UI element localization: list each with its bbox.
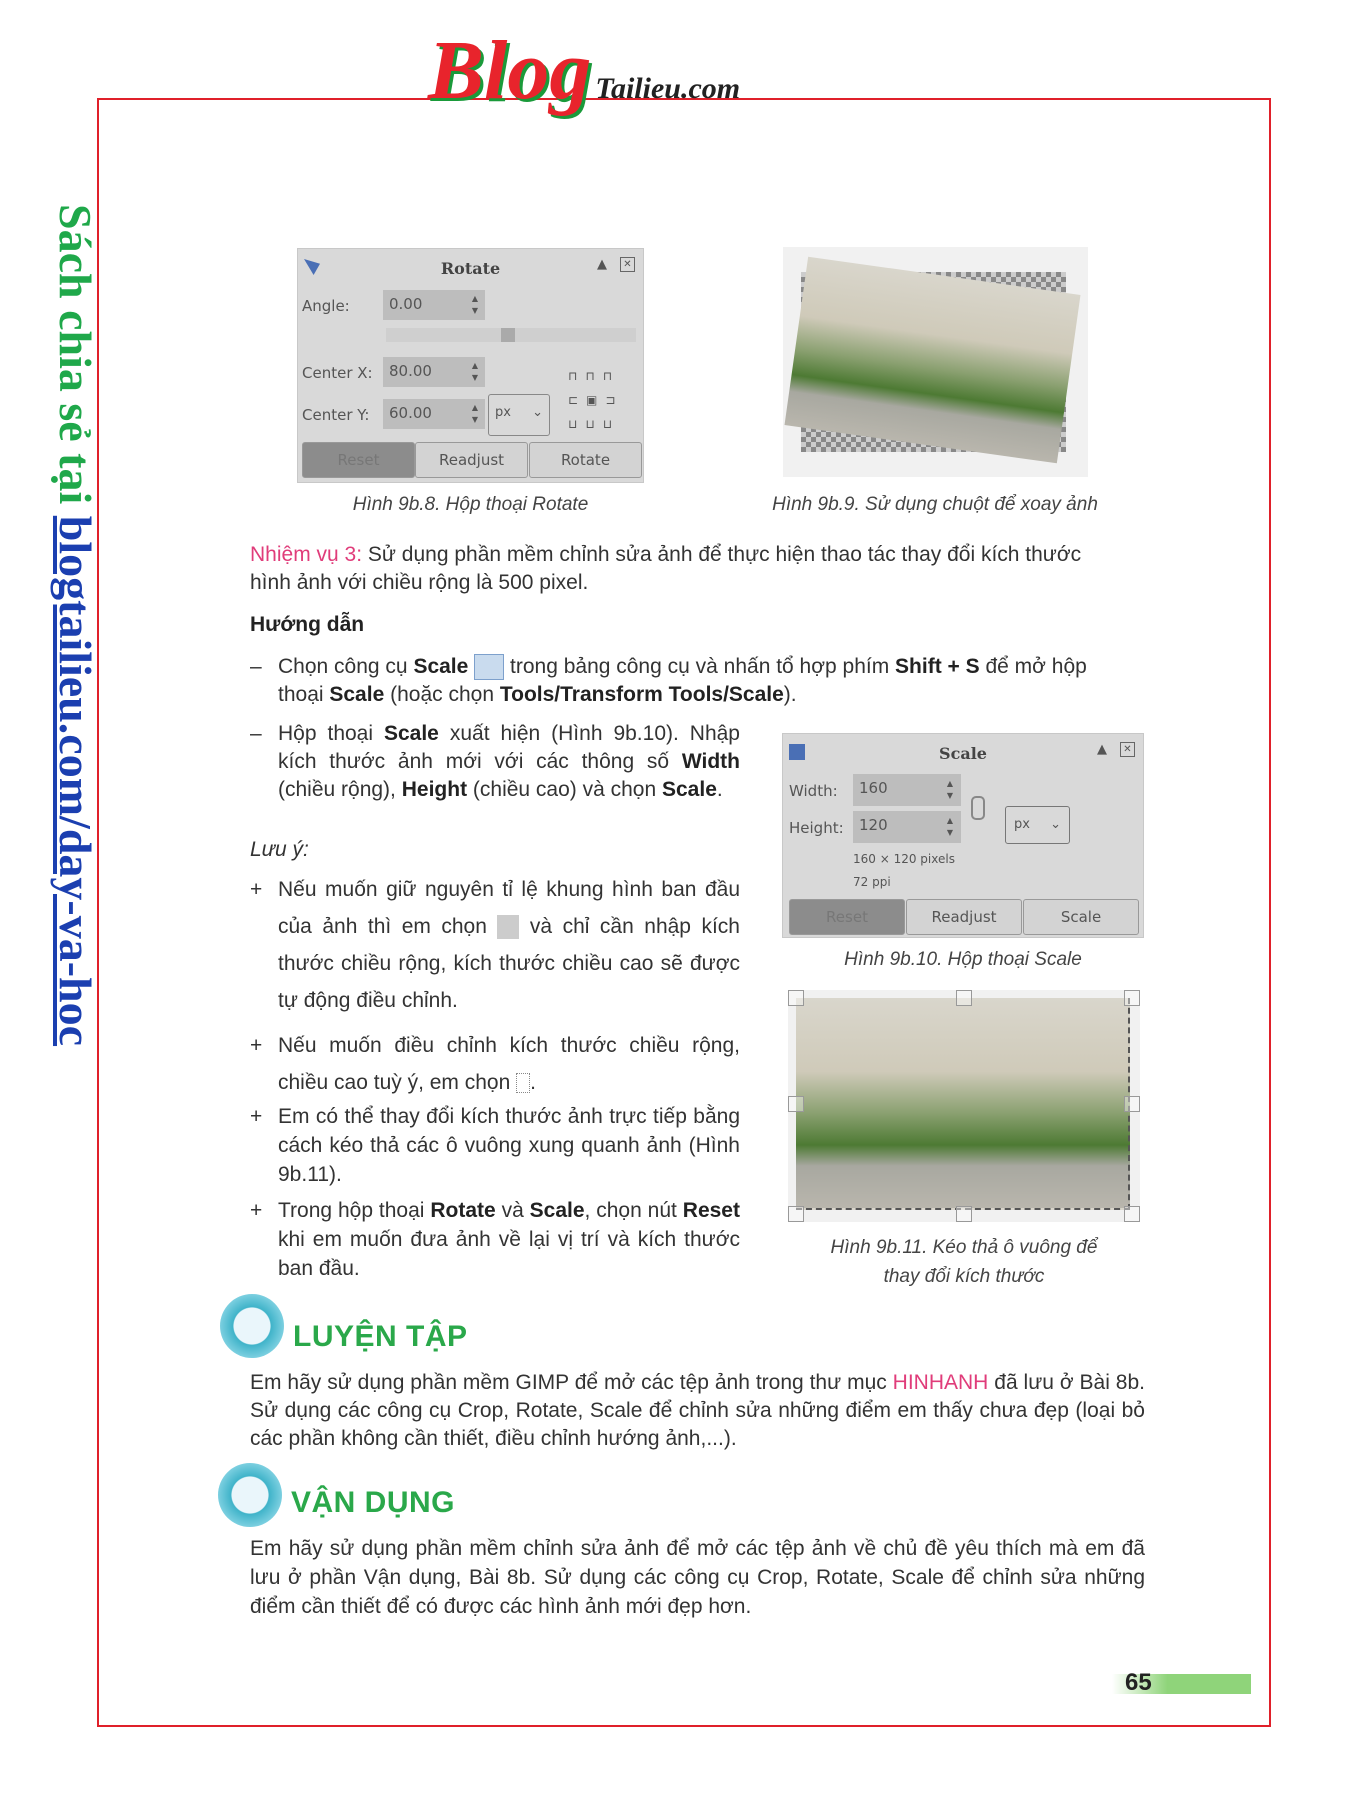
unit-value: px — [1014, 817, 1030, 832]
scale-dialog — [782, 733, 1144, 938]
t: Scale — [529, 1199, 585, 1222]
t: Tools/Transform Tools/Scale — [499, 683, 784, 706]
scale-button[interactable]: Scale — [1023, 899, 1139, 935]
t: Reset — [682, 1199, 740, 1222]
t: . — [530, 1071, 536, 1094]
t: Scale — [413, 655, 469, 678]
t: Nếu muốn điều chỉnh kích thước chiều rộng, chiều cao tuỳ ý, em chọn — [278, 1034, 740, 1094]
size-info: 160 × 120 pixels — [853, 852, 955, 866]
task-label: Nhiệm vụ 3: — [250, 543, 363, 566]
computer-icon — [218, 1463, 282, 1527]
plus: + — [250, 1034, 263, 1057]
task-text: Sử dụng phần mềm chỉnh sửa ảnh để thực hiện thao tác thay đổi kích thước — [362, 543, 1082, 566]
t: Scale — [662, 778, 717, 801]
resize-handle[interactable] — [788, 1206, 804, 1222]
task-3 — [250, 541, 1145, 597]
t: Trong hộp thoại — [278, 1199, 431, 1222]
unit-value: px — [495, 405, 511, 420]
rotate-preview-figure — [783, 247, 1088, 477]
t: (chiều rộng), — [278, 778, 402, 801]
folder-name: HINHANH — [892, 1371, 989, 1394]
chevron-down-icon: ⌄ — [1050, 817, 1061, 832]
center-y-spinner[interactable]: ▲ ▼ — [471, 403, 479, 424]
width-input[interactable]: 160 — [853, 774, 961, 806]
side-watermark — [50, 204, 102, 1234]
angle-slider[interactable] — [386, 328, 636, 342]
angle-label: Angle: — [302, 297, 350, 315]
t: Shift + S — [895, 655, 980, 678]
t: đã lưu ở Bài 8b. Sử dụng các công cụ Crop, Rotate, Scale để chỉnh sửa những điểm em thấy chưa đẹp (loại bỏ các phần không cần thiết, điều chỉnh hướng ảnh,...). — [250, 1371, 1145, 1450]
guide-step-2 — [250, 720, 740, 804]
scale-tool-icon — [474, 654, 504, 680]
logo-main: Blog — [428, 24, 592, 117]
center-y-input[interactable]: 60.00 — [383, 399, 485, 429]
pin-icon[interactable]: ▲ — [1097, 742, 1107, 757]
pivot-selector[interactable]: ⊓⊓⊓ ⊏▣⊐ ⊔⊔⊔ — [568, 369, 624, 431]
center-x-spinner[interactable]: ▲ ▼ — [471, 361, 479, 382]
t: để mở hộp — [979, 655, 1087, 678]
side-prefix: Sách chia sẻ tại — [50, 204, 101, 516]
readjust-button[interactable]: Readjust — [906, 899, 1022, 935]
guide-heading: Hướng dẫn — [250, 613, 365, 636]
plus: + — [250, 878, 263, 901]
resize-handle[interactable] — [1124, 1096, 1140, 1112]
practice-text — [250, 1369, 1145, 1453]
t: Height — [401, 778, 468, 801]
note-label: Lưu ý: — [250, 838, 309, 861]
caption-fig11 — [788, 1233, 1140, 1291]
width-spinner[interactable]: ▲ ▼ — [946, 779, 954, 800]
rotate-button[interactable]: Rotate — [529, 442, 642, 478]
chevron-down-icon: ⌄ — [532, 405, 543, 420]
task-text-2: hình ảnh với chiều rộng là 500 pixel. — [250, 571, 589, 594]
caption-fig8: Hình 9b.8. Hộp thoại Rotate — [352, 494, 589, 515]
scale-preview-figure — [788, 990, 1140, 1222]
plus: + — [250, 1105, 263, 1128]
close-icon[interactable]: ✕ — [1120, 742, 1135, 757]
t: Width — [681, 750, 740, 773]
t: Em hãy sử dụng phần mềm GIMP để mở các tệp ảnh trong thư mục — [250, 1371, 893, 1394]
t: Chọn công cụ — [278, 655, 414, 678]
chain-link-toggle[interactable] — [971, 796, 985, 820]
width-label: Width: — [789, 782, 838, 800]
close-icon[interactable]: ✕ — [620, 257, 635, 272]
t: Hình 9b.11. Kéo thả ô vuông để — [830, 1237, 1098, 1258]
t: xuất hiện (Hình 9b.10). Nhập kích thước ảnh mới với các thông số — [278, 722, 740, 773]
t: khi em muốn đưa ảnh về lại vị trí và kích thước ban đầu. — [278, 1228, 740, 1280]
center-x-label: Center X: — [302, 364, 373, 382]
t: Scale — [329, 683, 385, 706]
notepad-icon — [220, 1294, 284, 1358]
note-1 — [250, 871, 740, 1019]
blog-logo — [428, 22, 740, 119]
dash: – — [250, 722, 262, 745]
caption-fig9: Hình 9b.9. Sử dụng chuột để xoay ảnh — [772, 494, 1098, 515]
resize-handle[interactable] — [956, 990, 972, 1006]
t: Nếu muốn giữ nguyên tỉ lệ khung hình ban đầu của ảnh thì em chọn — [278, 878, 740, 938]
dialog-title: Scale — [939, 744, 987, 763]
t: (hoặc chọn — [384, 683, 500, 706]
t: thoại — [278, 683, 330, 706]
readjust-button[interactable]: Readjust — [415, 442, 528, 478]
reset-button[interactable]: Reset — [302, 442, 415, 478]
reset-button[interactable]: Reset — [789, 899, 905, 935]
resize-handle[interactable] — [788, 1096, 804, 1112]
t: Hộp thoại — [278, 722, 384, 745]
apply-text: Em hãy sử dụng phần mềm chỉnh sửa ảnh để mở các tệp ảnh về chủ đề yêu thích mà em đã lưu ở phần Vận dụng, Bài 8b. Sử dụng các công cụ Crop, Rotate, Scale để chỉnh sửa những điểm cần thiết để có được các hình ảnh mới đẹp hơn. — [250, 1537, 1145, 1618]
note-3 — [250, 1102, 740, 1189]
t: Rotate — [430, 1199, 496, 1222]
height-label: Height: — [789, 819, 844, 837]
apply-heading: VẬN DỤNG — [291, 1486, 456, 1519]
resize-handle[interactable] — [1124, 1206, 1140, 1222]
caption-fig10: Hình 9b.10. Hộp thoại Scale — [844, 949, 1082, 970]
t: trong bảng công cụ và nhấn tổ hợp phím — [504, 655, 896, 678]
chain-broken-icon — [516, 1073, 530, 1093]
t: ). — [783, 683, 797, 706]
unit-select[interactable] — [488, 394, 550, 436]
rotate-dialog — [297, 248, 644, 483]
note-4 — [250, 1196, 740, 1283]
center-x-input[interactable]: 80.00 — [383, 357, 485, 387]
side-link[interactable]: blogtailieu.com/day-va-hoc — [50, 515, 101, 1047]
guide-step-1 — [250, 653, 1145, 709]
note-2 — [250, 1027, 740, 1101]
t: (chiều cao) và chọn — [467, 778, 662, 801]
dialog-title: Rotate — [440, 259, 501, 278]
chain-linked-icon — [497, 915, 519, 939]
height-spinner[interactable]: ▲ ▼ — [946, 816, 954, 837]
t: Em có thể thay đổi kích thước ảnh trực tiếp bằng cách kéo thả các ô vuông xung quanh ảnh (Hình 9b.11). — [278, 1105, 740, 1186]
scaled-photo — [796, 998, 1130, 1210]
center-y-label: Center Y: — [302, 406, 370, 424]
t: Scale — [383, 722, 439, 745]
resize-handle[interactable] — [1124, 990, 1140, 1006]
angle-spinner[interactable]: ▲ ▼ — [471, 294, 479, 315]
logo-sub: Tailieu.com — [595, 72, 741, 105]
t: thay đổi kích thước — [883, 1266, 1045, 1287]
resize-handle[interactable] — [956, 1206, 972, 1222]
angle-input[interactable]: 0.00 — [383, 290, 485, 320]
page-number: 65 — [1125, 1669, 1152, 1696]
height-input[interactable]: 120 — [853, 811, 961, 843]
ppi-info: 72 ppi — [853, 875, 891, 889]
pin-icon[interactable]: ▲ — [597, 257, 607, 272]
t: , chọn nút — [584, 1199, 683, 1222]
t: và — [495, 1199, 530, 1222]
t: và chỉ cần nhập kích thước chiều rộng, kích thước chiều cao sẽ được tự động điều chỉnh. — [278, 915, 740, 1012]
unit-select[interactable] — [1005, 806, 1070, 844]
resize-handle[interactable] — [788, 990, 804, 1006]
plus: + — [250, 1199, 263, 1222]
practice-heading: LUYỆN TẬP — [293, 1320, 468, 1353]
t: . — [716, 778, 723, 801]
dash: – — [250, 655, 262, 678]
